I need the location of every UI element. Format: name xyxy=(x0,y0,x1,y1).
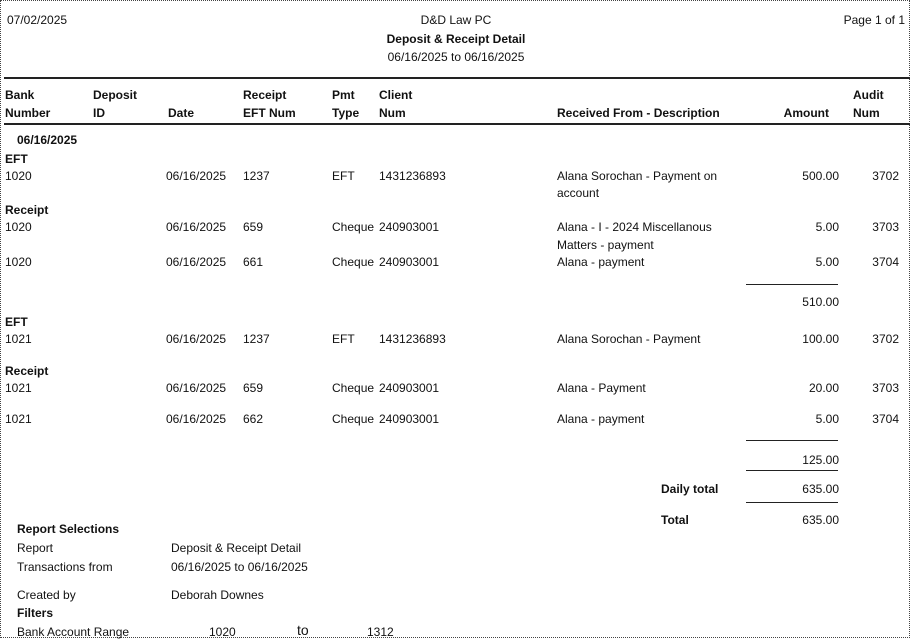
section-type: EFT xyxy=(5,152,28,166)
cell-pmt: Cheque xyxy=(332,255,375,269)
report-date: 07/02/2025 xyxy=(7,13,68,27)
col-received: Received From - Description xyxy=(557,106,720,120)
cell-audit: 3702 xyxy=(872,169,899,183)
col-date: Date xyxy=(168,106,195,120)
cell-pmt: Cheque xyxy=(332,220,375,234)
group-date: 06/16/2025 xyxy=(17,133,78,147)
bank-range-to: 1312 xyxy=(367,625,394,639)
daily-total-label: Daily total xyxy=(661,482,719,496)
cell-client: 1431236893 xyxy=(379,169,446,183)
cell-desc: Alana Sorochan - Payment xyxy=(557,332,701,346)
cell-audit: 3703 xyxy=(872,381,899,395)
cell-desc: Alana - I - 2024 Miscellanous xyxy=(557,220,712,234)
section-type: EFT xyxy=(5,315,28,329)
total-label: Total xyxy=(661,513,689,527)
col-client-2: Num xyxy=(379,106,406,120)
cell-bank: 1021 xyxy=(5,381,32,395)
report-value: Deposit & Receipt Detail xyxy=(171,541,302,555)
transactions-value: 06/16/2025 to 06/16/2025 xyxy=(171,560,308,574)
cell-date: 06/16/2025 xyxy=(166,381,227,395)
cell-date: 06/16/2025 xyxy=(166,332,227,346)
cell-amount: 100.00 xyxy=(802,332,839,346)
report-range: 06/16/2025 to 06/16/2025 xyxy=(387,50,525,64)
bank-range-label: Bank Account Range xyxy=(17,625,130,639)
cell-desc: Alana - Payment xyxy=(557,381,646,395)
cell-client: 240903001 xyxy=(379,412,440,426)
col-deposit-1: Deposit xyxy=(93,88,138,102)
cell-date: 06/16/2025 xyxy=(166,220,227,234)
col-receipt-1: Receipt xyxy=(243,88,287,102)
col-audit-2: Num xyxy=(853,106,880,120)
cell-receipt: 659 xyxy=(243,220,264,234)
cell-desc-cont: account xyxy=(557,186,600,200)
col-bank-2: Number xyxy=(5,106,51,120)
col-bank-1: Bank xyxy=(5,88,35,102)
cell-desc-cont: Matters - payment xyxy=(557,238,654,252)
cell-receipt: 1237 xyxy=(243,169,270,183)
cell-desc: Alana - payment xyxy=(557,255,645,269)
subtotal-rule xyxy=(746,284,838,285)
cell-audit: 3702 xyxy=(872,332,899,346)
cell-amount: 20.00 xyxy=(808,381,839,395)
filters-heading: Filters xyxy=(17,606,54,620)
col-pmt-2: Type xyxy=(332,106,360,120)
firm-name: D&D Law PC xyxy=(420,13,492,27)
deposit-subtotal: 510.00 xyxy=(802,295,839,309)
report-label: Report xyxy=(17,541,54,555)
cell-receipt: 661 xyxy=(243,255,264,269)
report-title: Deposit & Receipt Detail xyxy=(386,32,526,46)
cell-audit: 3703 xyxy=(872,220,899,234)
transactions-label: Transactions from xyxy=(17,560,113,574)
cell-audit: 3704 xyxy=(872,255,899,269)
cell-pmt: Cheque xyxy=(332,381,375,395)
page-number: Page 1 of 1 xyxy=(843,13,905,27)
header-top-rule xyxy=(4,77,910,79)
section-type: Receipt xyxy=(5,364,49,378)
cell-desc: Alana Sorochan - Payment on xyxy=(557,169,718,183)
cell-pmt: EFT xyxy=(332,169,355,183)
cell-date: 06/16/2025 xyxy=(166,169,227,183)
cell-bank: 1020 xyxy=(5,220,32,234)
cell-audit: 3704 xyxy=(872,412,899,426)
cell-receipt: 1237 xyxy=(243,332,270,346)
cell-client: 1431236893 xyxy=(379,332,446,346)
cell-amount: 5.00 xyxy=(815,220,839,234)
subtotal-rule xyxy=(746,440,838,441)
cell-bank: 1021 xyxy=(5,412,32,426)
cell-bank: 1020 xyxy=(5,255,32,269)
created-by-value: Deborah Downes xyxy=(171,588,264,602)
bank-range-from: 1020 xyxy=(209,625,236,639)
total-rule xyxy=(746,502,838,503)
header-bottom-rule xyxy=(4,123,910,125)
cell-bank: 1021 xyxy=(5,332,32,346)
cell-client: 240903001 xyxy=(379,381,440,395)
cell-amount: 500.00 xyxy=(802,169,839,183)
cell-date: 06/16/2025 xyxy=(166,412,227,426)
cell-date: 06/16/2025 xyxy=(166,255,227,269)
cell-receipt: 662 xyxy=(243,412,264,426)
col-receipt-2: EFT Num xyxy=(243,106,296,120)
col-amount: Amount xyxy=(783,106,829,120)
cell-amount: 5.00 xyxy=(815,255,839,269)
daily-total-rule xyxy=(746,470,838,471)
col-deposit-2: ID xyxy=(93,106,105,120)
created-by-label: Created by xyxy=(17,588,76,602)
col-client-1: Client xyxy=(379,88,413,102)
total-value: 635.00 xyxy=(802,513,839,527)
section-type: Receipt xyxy=(5,203,49,217)
bank-range-to-word: to xyxy=(297,622,309,638)
col-pmt-1: Pmt xyxy=(332,88,355,102)
cell-bank: 1020 xyxy=(5,169,32,183)
cell-pmt: EFT xyxy=(332,332,355,346)
col-audit-1: Audit xyxy=(853,88,884,102)
daily-total-value: 635.00 xyxy=(802,482,839,496)
cell-client: 240903001 xyxy=(379,255,440,269)
cell-desc: Alana - payment xyxy=(557,412,645,426)
deposit-subtotal: 125.00 xyxy=(802,453,839,467)
cell-amount: 5.00 xyxy=(815,412,839,426)
cell-pmt: Cheque xyxy=(332,412,375,426)
cell-client: 240903001 xyxy=(379,220,440,234)
selections-heading: Report Selections xyxy=(17,522,120,536)
cell-receipt: 659 xyxy=(243,381,264,395)
